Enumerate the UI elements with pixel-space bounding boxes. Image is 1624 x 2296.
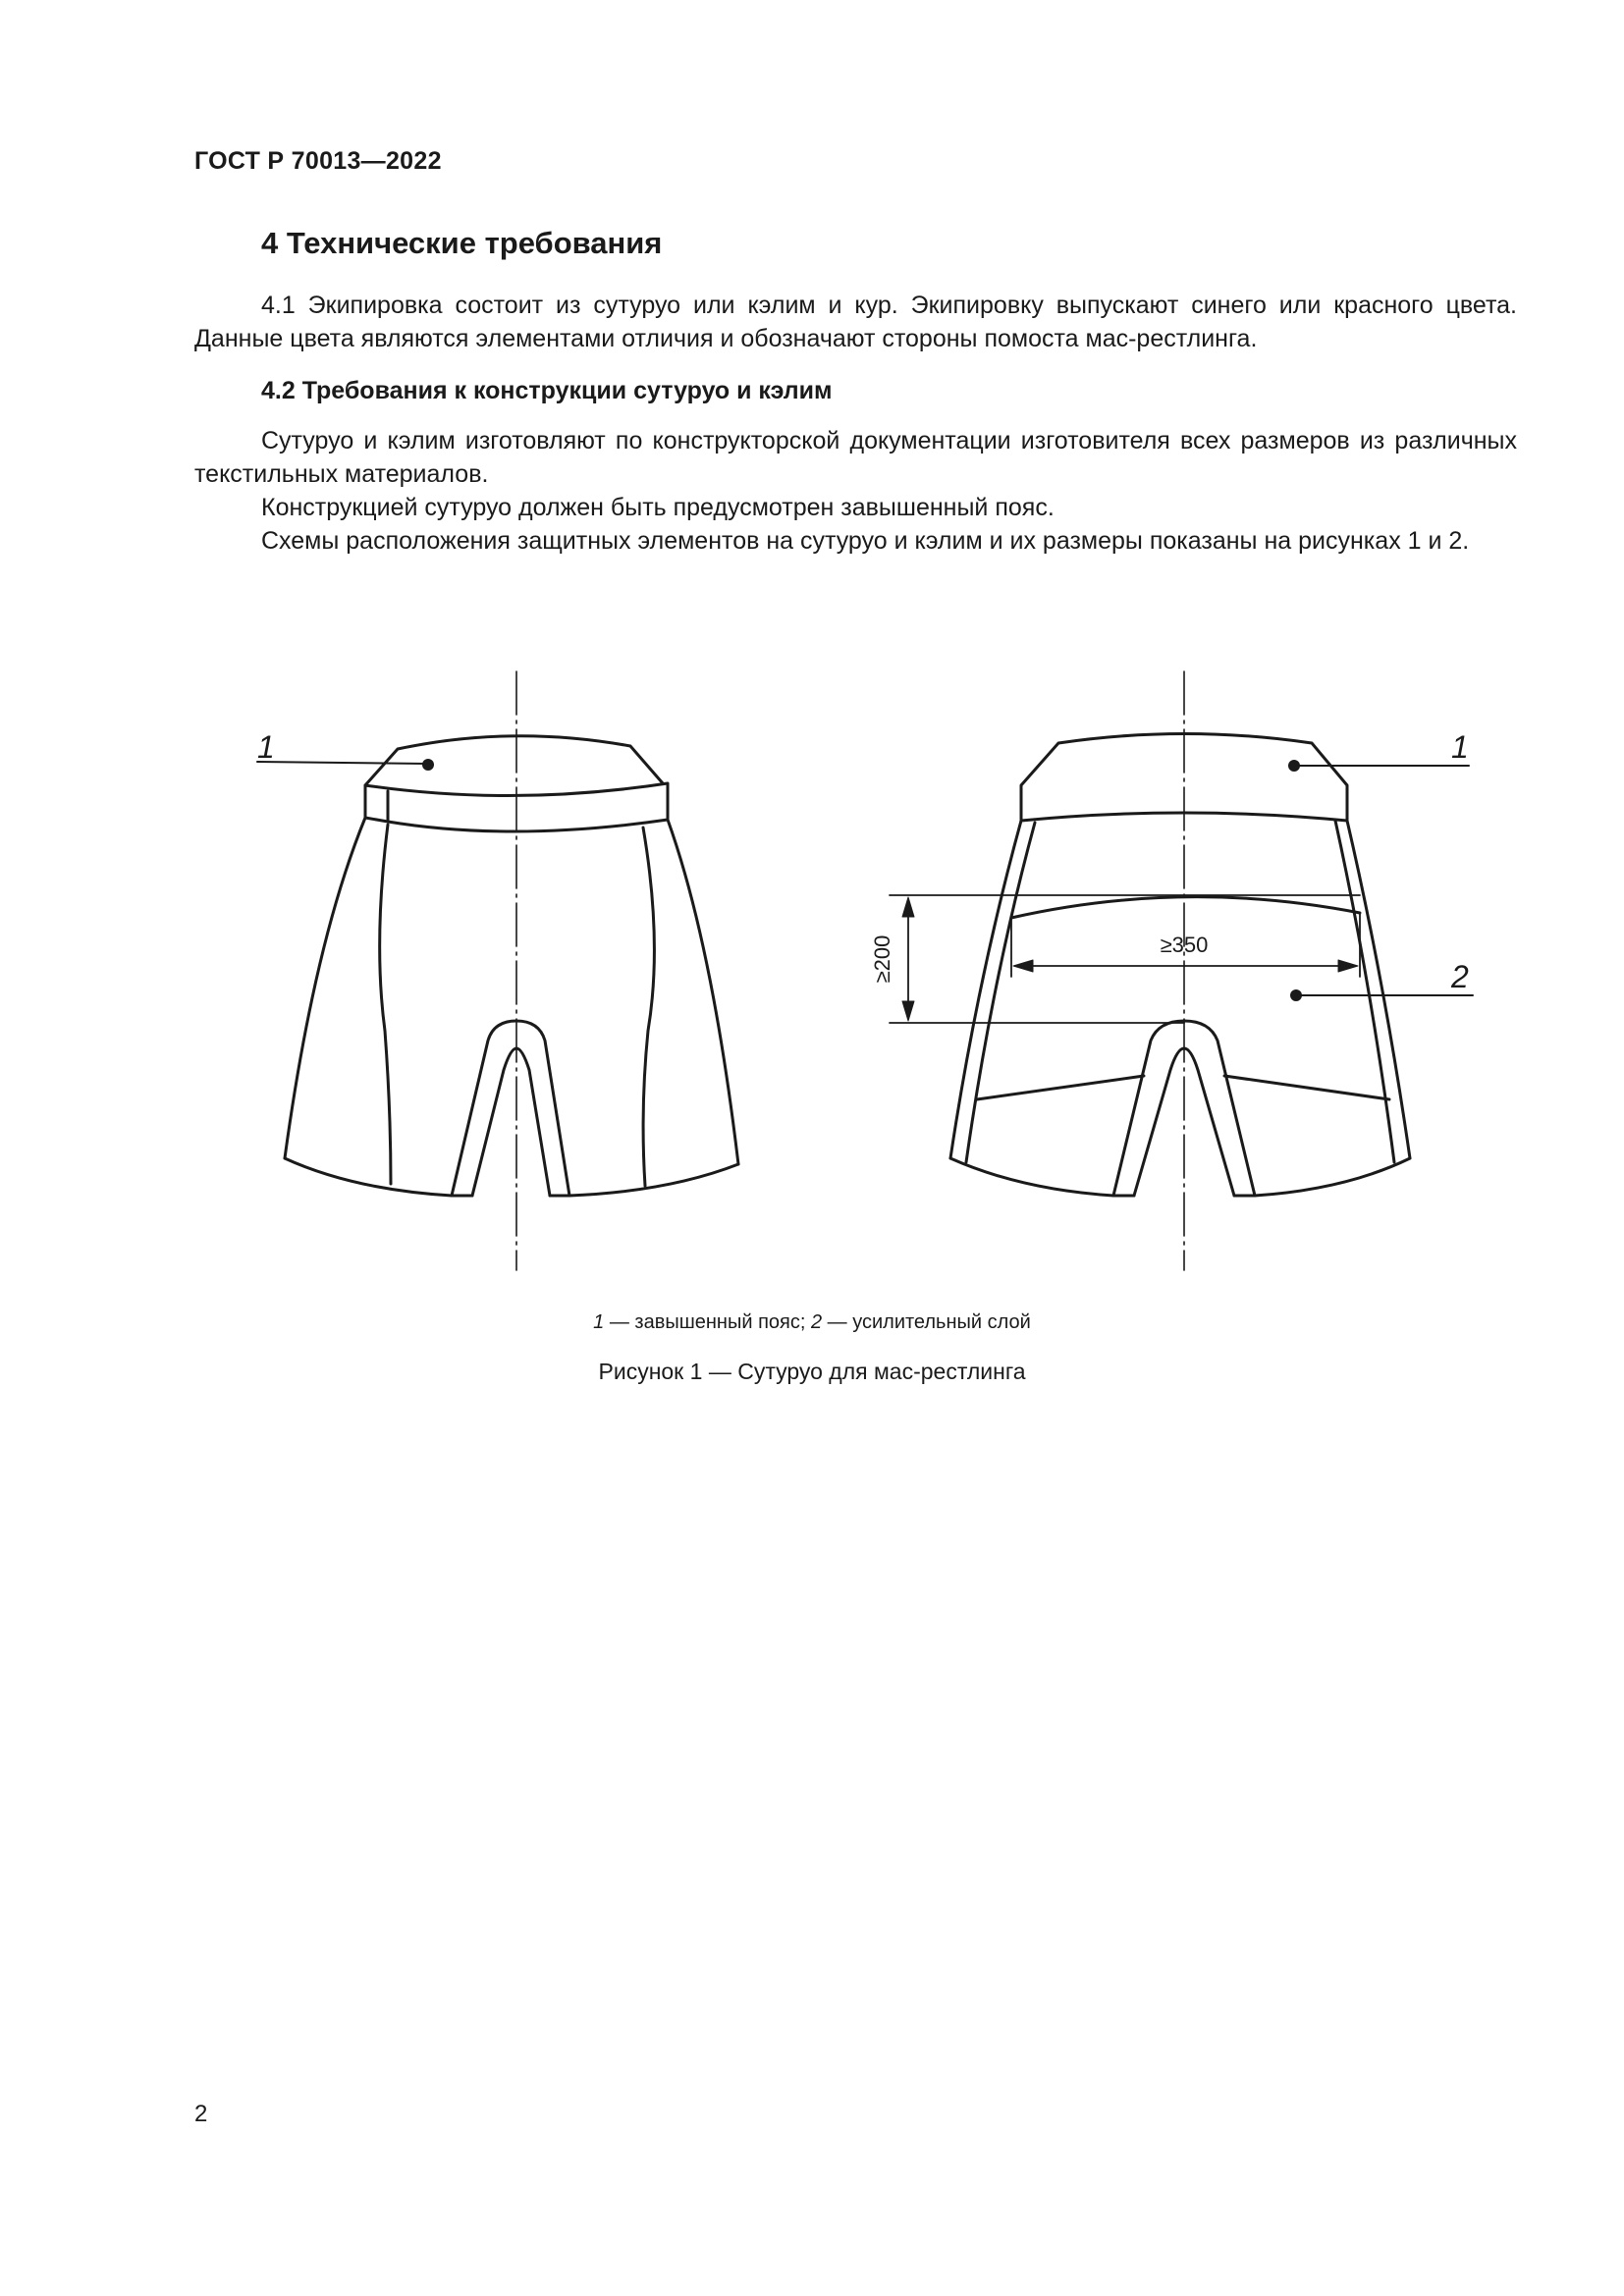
paragraph-construction: Сутуруо и кэлим изготовляют по конструкторской документации изготовителя всех размеров из различных текстильных материалов. <box>194 427 1517 488</box>
figure-caption: Рисунок 1 — Сутуруо для мас-рестлинга <box>598 1359 1026 1384</box>
legend-text-2: — усилительный слой <box>822 1311 1031 1333</box>
legend-num-1: 1 <box>593 1311 605 1333</box>
subsection-title: 4.2 Требования к конструкции сутуруо и кэлим <box>261 377 833 404</box>
label-1-right: 1 <box>1451 729 1469 765</box>
legend-num-2: 2 <box>810 1311 823 1333</box>
right-belt-marker <box>1288 760 1300 772</box>
paragraph-4-1: 4.1 Экипировка состоит из сутуруо или кэлим и кур. Экипировку выпускают синего или красного цвета. Данные цвета являются элементами отличия и обозначают стороны помоста мас-рестлинга. <box>194 292 1517 352</box>
paragraph-schemes: Схемы расположения защитных элементов на сутуруо и кэлим и их размеры показаны на рисунках 1 и 2. <box>261 527 1470 555</box>
document-header: ГОСТ Р 70013—2022 <box>194 147 442 175</box>
left-belt <box>365 736 663 785</box>
paragraph-belt: Конструкцией сутуруо должен быть предусмотрен завышенный пояс. <box>261 494 1055 521</box>
reinforcement-layer-outline <box>1011 897 1360 918</box>
reinforcement-marker <box>1290 989 1302 1001</box>
label-1-left: 1 <box>257 729 275 765</box>
dimension-width: ≥350 <box>1160 933 1209 957</box>
figure-legend <box>0 1311 1624 1334</box>
label-2: 2 <box>1451 959 1469 994</box>
legend-text-1: — завышенный пояс; <box>604 1311 811 1333</box>
page-number: 2 <box>194 2101 208 2127</box>
left-belt-marker <box>422 759 434 771</box>
dimension-height: ≥200 <box>870 934 894 984</box>
section-title: 4 Технические требования <box>261 226 663 260</box>
